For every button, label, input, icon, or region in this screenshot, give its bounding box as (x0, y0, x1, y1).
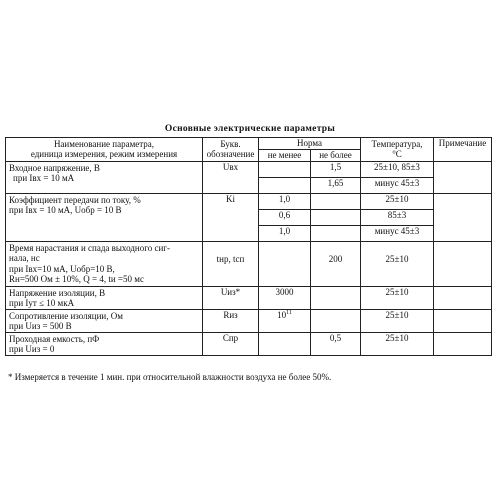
param-name: Напряжение изоляции, В при Iут ≤ 10 мкА (6, 286, 203, 309)
header-norm-max: не более (311, 149, 361, 161)
table-row (6, 309, 492, 332)
temperature: 25±10 (361, 286, 434, 309)
temperature: минус 45±3 (361, 225, 434, 241)
norm-max (311, 193, 361, 209)
norm-min: $10^{11}$ (259, 309, 311, 332)
param-symbol: Спр (203, 332, 259, 355)
norm-max: 0,5 (311, 332, 361, 355)
param-name: Коэффициент передачи по току, % при Iвх = 10 мА, Uобр = 10 В (6, 193, 203, 241)
table-row (6, 286, 492, 309)
temperature: 25±10 (361, 332, 434, 355)
header-norm: Норма (259, 138, 361, 150)
param-name: Время нарастания и спада выходного сиг- нала, нс при Iвх=10 мА, Uобр=10 В, Rн=500 Ом ± 10%, Q = 4, tи =50 мс (6, 241, 203, 286)
norm-min: 1,0 (259, 225, 311, 241)
norm-min (259, 241, 311, 286)
table-row (6, 161, 492, 177)
temperature: 25±10 (361, 241, 434, 286)
norm-min (259, 161, 311, 177)
header-note: Примечание (434, 138, 492, 162)
temperature: минус 45±3 (361, 177, 434, 193)
param-name: Проходная емкость, пФ при Uиз = 0 (6, 332, 203, 355)
norm-max: 1,5 (311, 161, 361, 177)
temperature: 25±10 (361, 193, 434, 209)
norm-max (311, 309, 361, 332)
norm-max (311, 286, 361, 309)
param-symbol: Uвх (203, 161, 259, 193)
table-row (6, 332, 492, 355)
parameters-table (5, 137, 492, 356)
param-symbol: Uиз* (203, 286, 259, 309)
note (434, 161, 492, 193)
header-name: Наименование параметра, единица измерения, режим измерения (6, 138, 203, 162)
param-symbol: Ki (203, 193, 259, 241)
header-symbol: Букв. обозначение (203, 138, 259, 162)
norm-min (259, 177, 311, 193)
norm-max: 200 (311, 241, 361, 286)
header-temperature: Температура, °С (361, 138, 434, 162)
norm-max (311, 225, 361, 241)
note (434, 309, 492, 332)
norm-max: 1,65 (311, 177, 361, 193)
note (434, 286, 492, 309)
param-symbol: tнр, tсп (203, 241, 259, 286)
norm-min: 3000 (259, 286, 311, 309)
norm-min (259, 332, 311, 355)
temperature: 85±3 (361, 209, 434, 225)
note (434, 241, 492, 286)
param-name: Сопротивление изоляции, Ом при Uиз = 500 В (6, 309, 203, 332)
note (434, 193, 492, 241)
footnote: * Измеряется в течение 1 мин. при относительной влажности воздуха не более 50%. (8, 372, 332, 382)
temperature: 25±10 (361, 309, 434, 332)
temperature: 25±10, 85±3 (361, 161, 434, 177)
norm-max (311, 209, 361, 225)
norm-min: 1,0 (259, 193, 311, 209)
param-symbol: Rиз (203, 309, 259, 332)
table-row (6, 193, 492, 209)
table-row (6, 241, 492, 286)
norm-min: 0,6 (259, 209, 311, 225)
param-name: Входное напряжение, В при Iвх = 10 мА (6, 161, 203, 193)
note (434, 332, 492, 355)
header-norm-min: не менее (259, 149, 311, 161)
table-title: Основные электрические параметры (164, 124, 336, 134)
